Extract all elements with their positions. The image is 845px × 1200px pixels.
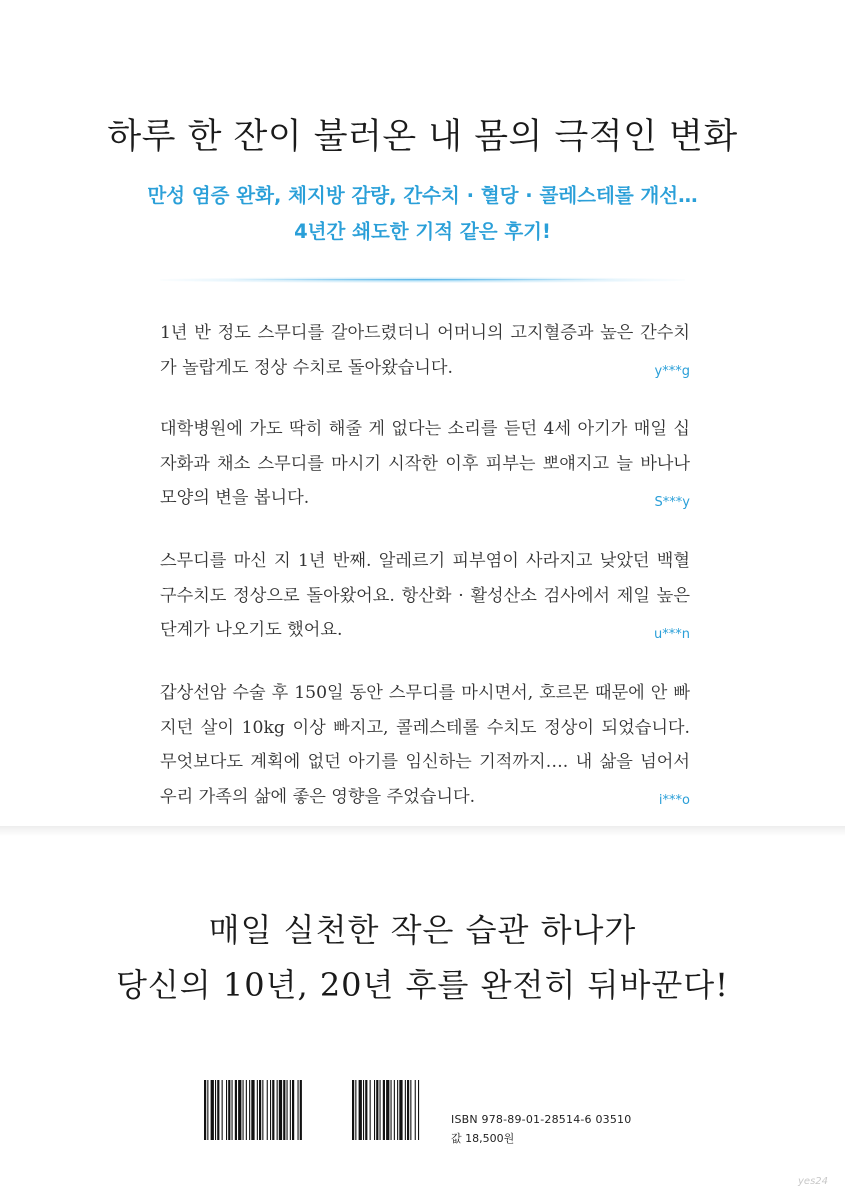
review-line: 구수치도 정상으로 돌아왔어요. 항산화 · 활성산소 검사에서 제일 높은	[160, 585, 690, 606]
isbn-text: ISBN 978-89-01-28514-6 03510	[451, 1113, 632, 1126]
review-line: 대학병원에 가도 딱히 해줄 게 없다는 소리를 듣던 4세 아기가 매일 십	[160, 419, 690, 439]
review-3	[160, 544, 690, 648]
barcode-bar	[215, 1080, 216, 1140]
review-line: 단계가 나오기도 했어요.	[160, 620, 343, 640]
decorative-divider-core	[230, 279, 615, 280]
watermark: yes24	[798, 1176, 829, 1187]
barcode-bar	[365, 1080, 367, 1140]
barcode-bar	[262, 1080, 263, 1140]
review-line: 갑상선암 수술 후 150일 동안 스무디를 마시면서, 호르몬 때문에 안 빠	[160, 683, 690, 703]
review-line: 가 놀랍게도 정상 수치로 돌아왔습니다.	[160, 357, 453, 378]
barcode-bar	[204, 1080, 206, 1140]
barcode-bar	[243, 1080, 244, 1140]
decorative-divider	[160, 277, 685, 283]
barcode-icon	[200, 1080, 420, 1140]
barcode-bar	[257, 1080, 258, 1140]
review-line: 1년 반 정도 스무디를 갈아드렸더니 어머니의 고지혈증과 높은 간수치	[160, 323, 690, 343]
barcode-bar	[399, 1080, 402, 1140]
review-line: 우리 가족의 삶에 좋은 영향을 주었습니다.	[160, 786, 476, 807]
closing-line-1: 매일 실천한 작은 습관 하나가	[208, 911, 637, 949]
barcode-bar	[415, 1080, 416, 1140]
barcode-bar	[407, 1080, 409, 1140]
barcode-bar	[290, 1080, 291, 1140]
barcode-bar	[418, 1080, 419, 1140]
review-line: 스무디를 마신 지 1년 반째. 알레르기 피부염이 사라지고 낮았던 백혈	[160, 551, 690, 571]
review-author: i***o	[658, 793, 690, 808]
barcode-graphic	[200, 1080, 420, 1140]
barcode-bar	[410, 1080, 411, 1140]
barcode-bar	[270, 1080, 271, 1140]
barcode-bar	[370, 1080, 371, 1140]
review-author: S***y	[654, 495, 690, 510]
review-1	[160, 316, 690, 385]
barcode-bar	[272, 1080, 274, 1140]
barcode-bar	[283, 1080, 285, 1140]
barcode-bar	[298, 1080, 299, 1140]
subtitle-line-2: 4년간 쇄도한 기적 같은 후기!	[294, 220, 551, 243]
barcode-bar	[251, 1080, 254, 1140]
barcode-bar	[292, 1080, 294, 1140]
barcode-bar	[405, 1080, 406, 1140]
barcode-bar	[267, 1080, 268, 1140]
barcode-bar	[259, 1080, 261, 1140]
barcode-bar	[374, 1080, 375, 1140]
barcode-bar	[228, 1080, 230, 1140]
review-line: 지던 살이 10kg 이상 빠지고, 콜레스테롤 수치도 정상이 되었습니다.	[160, 717, 690, 738]
barcode-bar	[232, 1080, 233, 1140]
barcode-bar	[397, 1080, 398, 1140]
barcode-bar	[211, 1080, 214, 1140]
review-line: 무엇보다도 계획에 없던 아기를 임신하는 기적까지…. 내 삶을 넘어서	[160, 752, 690, 772]
barcode-bar	[386, 1080, 389, 1140]
review-2	[160, 412, 690, 516]
barcode-bar	[376, 1080, 378, 1140]
barcode-bar	[383, 1080, 385, 1140]
barcode-bar	[300, 1080, 302, 1140]
review-author: u***n	[654, 627, 690, 642]
barcode-bar	[287, 1080, 288, 1140]
barcode-bar	[352, 1080, 354, 1140]
barcode-bar	[226, 1080, 227, 1140]
barcode-bar	[359, 1080, 362, 1140]
closing-line-2: 당신의 10년, 20년 후를 완전히 뒤바꾼다!	[115, 966, 730, 1004]
price-text: 값 18,500원	[451, 1132, 515, 1145]
review-author: y***g	[654, 364, 690, 379]
barcode-bar	[394, 1080, 395, 1140]
review-4	[160, 676, 690, 814]
barcode-bar	[238, 1080, 241, 1140]
barcode-bar	[391, 1080, 392, 1140]
barcode-bar	[355, 1080, 356, 1140]
subtitle-line-1: 만성 염증 완화, 체지방 감량, 간수치 · 혈당 · 콜레스테롤 개선…	[147, 184, 698, 207]
barcode-bar	[380, 1080, 381, 1140]
barcode-bar	[246, 1080, 247, 1140]
barcode-bar	[222, 1080, 223, 1140]
barcode-bar	[207, 1080, 208, 1140]
barcode-bar	[249, 1080, 250, 1140]
review-line: 모양의 변을 봅니다.	[160, 488, 310, 508]
barcode-bar	[277, 1080, 278, 1140]
page-title: 하루 한 잔이 불러온 내 몸의 극적인 변화	[107, 117, 738, 157]
barcode-bar	[217, 1080, 219, 1140]
barcode-bar	[235, 1080, 237, 1140]
barcode-bar	[279, 1080, 282, 1140]
review-line: 자화과 채소 스무디를 마시기 시작한 이후 피부는 뽀얘지고 늘 바나나	[160, 453, 690, 474]
barcode-bar	[363, 1080, 364, 1140]
section-divider	[0, 826, 845, 836]
